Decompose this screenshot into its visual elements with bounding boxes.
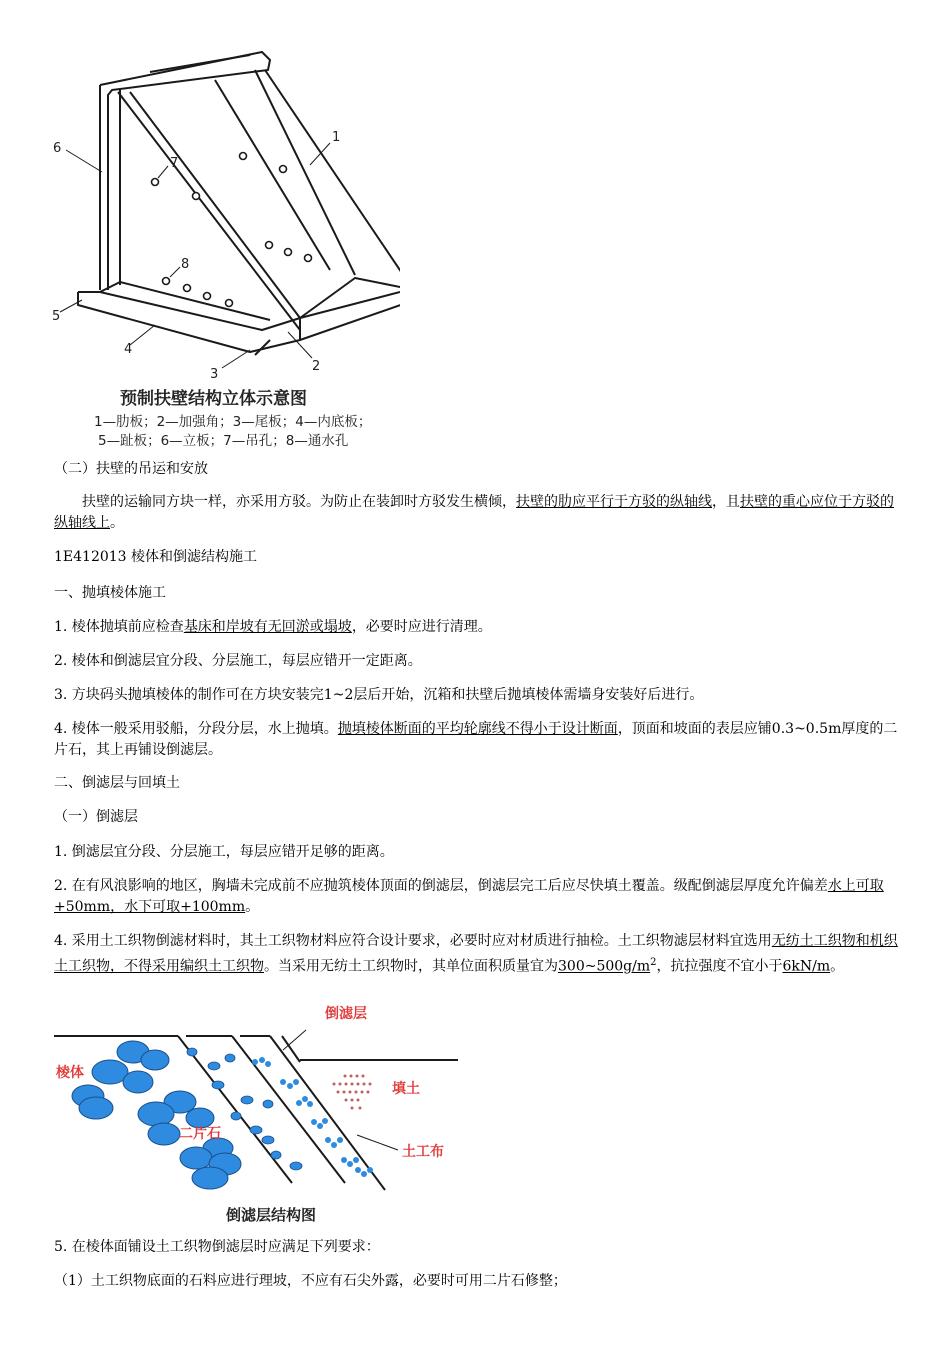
rib-outline	[265, 70, 400, 292]
drain-hole	[266, 242, 273, 249]
label-fill-soil: 填土	[392, 1081, 420, 1097]
label-filter-layer: 倒滤层	[325, 1006, 367, 1022]
paragraph-hoist: 扶壁的运输同方块一样，亦采用方驳。为防止在装卸时方驳发生横倾，扶壁的肋应平行于方驳的纵轴线，且扶壁的重心应位于方驳的纵轴线上。	[54, 494, 894, 531]
fig1-label: 1	[332, 130, 341, 145]
lifting-hole	[240, 153, 247, 160]
part3-item5: 5. 在棱体面铺设土工织物倒滤层时应满足下列要求：	[54, 1239, 380, 1255]
fig1-label: 3	[210, 367, 219, 382]
label-geotextile: 土工布	[402, 1144, 444, 1160]
figure2-title: 倒滤层结构图	[226, 1206, 317, 1224]
drain-hole	[305, 255, 312, 262]
fig1-label: 4	[124, 342, 133, 357]
figure1-legend-line2: 5—趾板；6—立板；7—吊孔；8—通水孔	[98, 433, 349, 449]
lifting-hole	[193, 193, 200, 200]
buttress-diagram	[40, 38, 400, 388]
drain-hole	[184, 285, 191, 292]
figure1-legend-line1: 1—肋板；2—加强角；3—尾板；4—内底板；	[94, 414, 372, 430]
part1-item4: 4. 棱体一般采用驳船，分段分层，水上抛填。抛填棱体断面的平均轮廓线不得小于设计断面，顶面和坡面的表层应铺0.3~0.5m厚度的二片石，其上再铺设倒滤层。	[54, 721, 898, 758]
part3-sub1: （1）土工织物底面的石料应进行理坡，不应有石尖外露，必要时可用二片石修整；	[54, 1273, 567, 1289]
drain-hole	[204, 293, 211, 300]
filter-layer-diagram	[50, 998, 470, 1228]
fig1-label: 8	[181, 257, 190, 272]
label-prism: 棱体	[56, 1065, 84, 1081]
fig1-label: 6	[53, 141, 62, 156]
heading-part1: 一、抛填棱体施工	[54, 585, 166, 601]
figure1-title: 预制扶壁结构立体示意图	[120, 389, 307, 409]
wall-outline	[100, 52, 270, 290]
part1-item2: 2. 棱体和倒滤层宜分段、分层施工，每层应错开一定距离。	[54, 653, 422, 669]
heading-hoist: （二）扶壁的吊运和安放	[54, 461, 208, 477]
part2-item4: 4. 采用土工织物倒滤材料时，其土工织物材料应符合设计要求，必要时应对材质进行抽检。土工织物滤层材料宜选用无纺土工织物和机织土工织物，不得采用编织土工织物。当采用无纺土工织物时，其单位面积质量宜为$300\sim 500g/m^2$，抗拉强度不宜小于6kN/m。	[54, 933, 898, 975]
section-code-heading: 1E412013 棱体和倒滤结构施工	[54, 549, 258, 565]
label-second-stone: 二片石	[179, 1126, 221, 1142]
lifting-hole	[280, 166, 287, 173]
fig1-label: 7	[170, 156, 179, 171]
heading-part2: 二、倒滤层与回填土	[54, 775, 180, 791]
part2-item2: 2. 在有风浪影响的地区，胸墙未完成前不应抛筑棱体顶面的倒滤层，倒滤层完工后应尽快填土覆盖。级配倒滤层厚度允许偏差水上可取+50mm，水下可取+100mm。	[54, 878, 884, 915]
part1-item3: 3. 方块码头抛填棱体的制作可在方块安装完1~2层后开始，沉箱和扶壁后抛填棱体需墙身安装好后进行。	[54, 687, 704, 703]
heading-filter-layer: （一）倒滤层	[54, 809, 138, 825]
fig1-label: 5	[52, 309, 61, 324]
drain-hole	[285, 249, 292, 256]
lifting-hole	[152, 179, 159, 186]
part1-item1: 1. 棱体抛填前应检查基床和岸坡有无回淤或塌坡，必要时应进行清理。	[54, 619, 492, 635]
fig1-label: 2	[312, 359, 321, 374]
drain-hole	[226, 300, 233, 307]
part2-item1: 1. 倒滤层宜分段、分层施工，每层应错开足够的距离。	[54, 844, 394, 860]
drain-hole	[163, 278, 170, 285]
